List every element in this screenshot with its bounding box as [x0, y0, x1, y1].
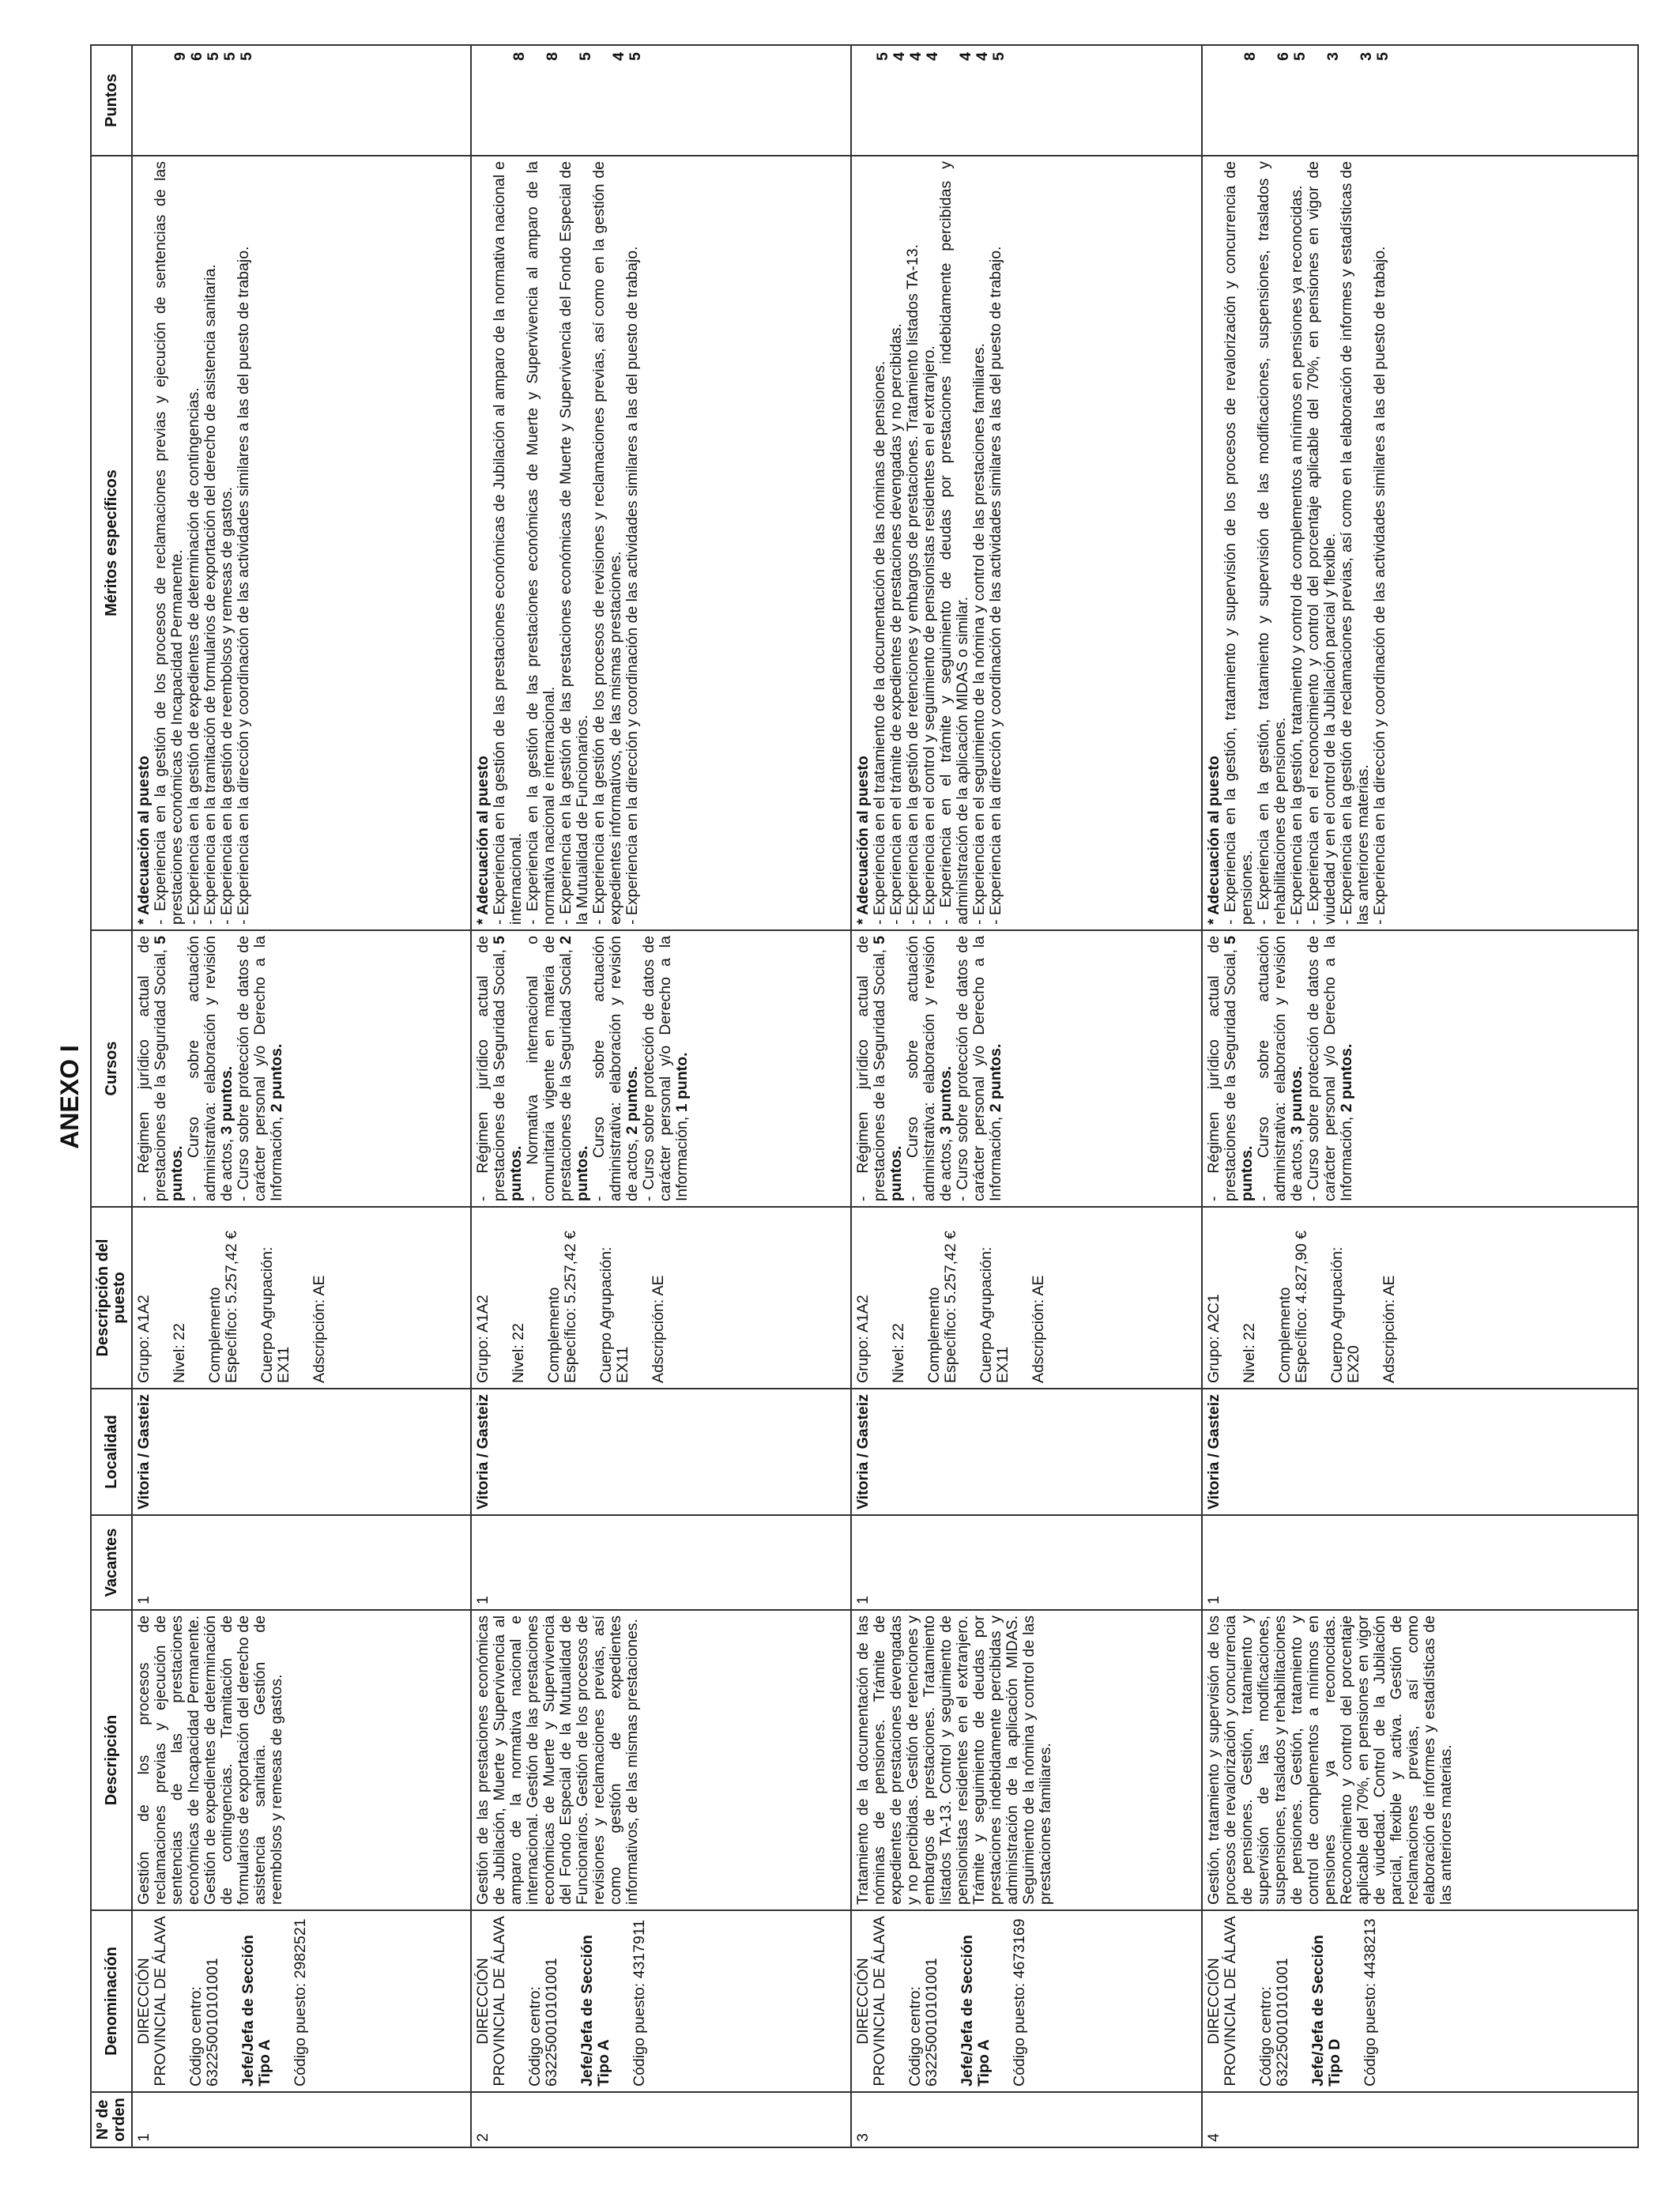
vacancies-cell: 1 [471, 1515, 850, 1610]
merit-points: 5 [221, 52, 239, 61]
vacancies-cell: 1 [851, 1515, 1203, 1610]
post-level: Nivel: 22 [171, 1323, 188, 1383]
post-adscription: Adscripción: AE [650, 1275, 668, 1383]
merit-item: - Experiencia en el tratamiento de la documentación de las nóminas de pensiones. [870, 360, 888, 925]
course-points: 5 puntos. [870, 936, 905, 1201]
post-adscription: Adscripción: AE [1381, 1275, 1399, 1383]
course-item [1305, 936, 1355, 1201]
post-description-cell [1202, 1207, 1638, 1389]
course-points: 3 puntos. [218, 1065, 235, 1135]
center-code: Código centro: 632250010101001 [187, 1958, 221, 2087]
post-code: Código puesto: 4438213 [1362, 1918, 1380, 2087]
post-corps: Cuerpo Agrupación: EX11 [597, 1246, 632, 1383]
merit-item: - Experiencia en la gestión de reclamaciones previas, así como en la elaboración de informes y estadísticas de las anteriores materias. [1338, 161, 1373, 925]
table-row [471, 45, 850, 2147]
center-code: Código centro: 632250010101001 [526, 1958, 561, 2087]
merit-item: - Experiencia en la gestión de las prestaciones económicas de Muerte y Supervivencia al amparo de la normativa nacional e internacional. [524, 161, 559, 925]
post-adscription: Adscripción: AE [1029, 1275, 1047, 1383]
table-row [132, 45, 471, 2147]
table-body [132, 45, 1638, 2147]
course-item [641, 936, 691, 1201]
course-points: 2 puntos. [1338, 1043, 1356, 1113]
post-group: Grupo: A1A2 [853, 1295, 872, 1383]
merit-item: - Experiencia en la tramitación de formularios de exportación del derecho de asistencia sanitaria. [202, 264, 219, 925]
merits-cell [1202, 156, 1638, 930]
locality-cell: Vitoria / Gasteiz [1202, 1389, 1638, 1515]
course-item [186, 936, 235, 1201]
course-text: - Régimen jurídico actual de prestaciones de la Seguridad Social, [1205, 936, 1240, 1201]
merit-points: 5 [1291, 52, 1309, 61]
course-text: - Régimen jurídico actual de prestaciones de la Seguridad Social, [474, 936, 509, 1201]
description-cell: Gestión de los procesos de reclamaciones previas y ejecución de sentencias de las prestaciones económicas de Incapacidad Permanente. Gestión de expedientes de determinación de contingencias. Tramitación de formularios de exportación del derecho de asistencia sanitaria. Gestión de reembolsos y remesas de gastos. [132, 1610, 471, 1910]
locality-cell: Vitoria / Gasteiz [132, 1389, 471, 1515]
header-description: Descripción [91, 1610, 132, 1910]
merit-points: 8 [544, 52, 562, 61]
merit-item: - Experiencia en la dirección y coordinación de las actividades similares a las del puesto de trabajo. [986, 246, 1004, 925]
header-row [91, 45, 132, 2147]
merit-item: - Experiencia en la dirección y coordinación de las actividades similares a las del puesto de trabajo. [235, 246, 252, 925]
denomination-unit: DIRECCIÓN PROVINCIAL DE ÁLAVA [853, 1916, 888, 2087]
merit-points: 4 [890, 52, 908, 61]
table-row [851, 45, 1203, 2147]
merits-heading: * Adecuación al puesto [474, 756, 492, 925]
post-group: Grupo: A1A2 [135, 1295, 153, 1383]
post-description-cell [132, 1207, 471, 1389]
merit-item: - Experiencia en la gestión de reembolsos y remesas de gastos. [218, 487, 235, 925]
posts-table [90, 44, 1639, 2148]
merit-item: - Experiencia en la dirección y coordinación de las actividades similares a las del puesto de trabajo. [623, 246, 642, 925]
post-complement: Complemento Específico: 4.827,90 € [1276, 1231, 1311, 1383]
merit-points: 5 [989, 52, 1008, 61]
points-cell [471, 45, 850, 156]
merit-points: 8 [1241, 52, 1260, 61]
merit-points: 5 [627, 52, 645, 61]
post-complement: Complemento Específico: 5.257,42 € [545, 1231, 580, 1383]
merit-item: - Experiencia en el trámite y seguimiento de deudas por prestaciones indebidamente percibidas y administración de la aplicación MIDAS o similar. [936, 161, 971, 925]
courses-cell [1202, 930, 1638, 1207]
merit-item: - Experiencia en la gestión de expedientes de determinación de contingencias. [185, 387, 202, 925]
merit-points: 9 [171, 52, 189, 61]
merit-item: - Experiencia en la gestión de los procesos de reclamaciones previas y ejecución de sentencias de las prestaciones económicas de Incapacidad Permanente. [152, 161, 186, 925]
merit-points: 5 [1374, 52, 1392, 61]
merit-points: 6 [1275, 52, 1293, 61]
course-text: - Curso sobre protección de datos de carácter personal y/o Derecho a la Información, [953, 936, 1004, 1201]
post-level: Nivel: 22 [510, 1323, 528, 1383]
locality-cell: Vitoria / Gasteiz [471, 1389, 850, 1515]
post-title: Jefe/Jefa de Sección Tipo A [578, 1935, 613, 2087]
course-item [905, 936, 955, 1201]
merits-cell [132, 156, 471, 930]
post-level: Nivel: 22 [1241, 1323, 1259, 1383]
course-points: 2 puntos. [623, 1065, 642, 1135]
order-cell: 4 [1202, 2092, 1638, 2147]
post-title: Jefe/Jefa de Sección Tipo A [958, 1935, 993, 2087]
merit-item: - Experiencia en la gestión de retenciones y embargos de prestaciones. Tratamiento listados TA-13. [903, 244, 921, 925]
course-text: - Curso sobre protección de datos de carácter personal y/o Derecho a la Información, [235, 936, 285, 1201]
description-cell: Tratamiento de la documentación de las nóminas de pensiones. Trámite de expedientes de prestaciones devengadas y no percibidas. Gestión de retenciones y embargos de prestaciones. Tratamiento listados TA-13. Control y seguimiento de pensionistas residentes en el extranjero. Trámite y seguimiento de deudas por prestaciones indebidamente percibidas y administración de la aplicación MIDAS. Seguimiento de la nómina y control de las prestaciones familiares. [851, 1610, 1203, 1910]
denomination-cell [471, 1910, 850, 2092]
course-points: 1 punto. [673, 1052, 691, 1113]
vacancies-cell: 1 [1202, 1515, 1638, 1610]
course-points: 3 puntos. [1288, 1065, 1306, 1135]
course-item [1206, 936, 1256, 1201]
description-cell: Gestión de las prestaciones económicas de Jubilación, Muerte y Supervivencia al amparo de la normativa nacional e internacional. Gestión de las prestaciones económicas de Muerte y Supervivencia del Fondo Especial de la Mutualidad de Funcionarios. Gestión de los procesos de revisiones y reclamaciones previas, así como gestión de expedientes informativos, de las mismas prestaciones. [471, 1610, 850, 1910]
courses-cell [471, 930, 850, 1207]
header-locality: Localidad [91, 1389, 132, 1515]
post-adscription: Adscripción: AE [311, 1275, 328, 1383]
merit-points: 5 [205, 52, 222, 61]
course-item [235, 936, 285, 1201]
description-cell: Gestión, tratamiento y supervisión de los procesos de revalorización y concurrencia de pensiones. Gestión, tratamiento y supervisión de las modificaciones, suspensiones, traslados y rehabilitaciones de pensiones. Gestión, tratamiento y control de complementos a mínimos en pensiones ya reconocidas. Reconocimiento y control del porcentaje aplicable del 70%, en pensiones en vigor de viudedad. Control de la Jubilación parcial, flexible y activa. Gestión de reclamaciones previas, así como elaboración de informes y estadísticas de las anteriores materias. [1202, 1610, 1638, 1910]
denomination-unit: DIRECCIÓN PROVINCIAL DE ÁLAVA [1205, 1916, 1240, 2087]
post-corps: Cuerpo Agrupación: EX11 [258, 1246, 292, 1383]
merit-item: - Experiencia en la gestión, tratamiento y supervisión de los procesos de revalorización y concurrencia de pensiones. [1222, 161, 1256, 925]
merit-item: - Experiencia en el control y seguimiento de pensionistas residentes en el extranjero. [920, 345, 938, 925]
course-points: 3 puntos. [936, 1065, 955, 1135]
merit-item: - Experiencia en la dirección y coordinación de las actividades similares a las del puesto de trabajo. [1371, 246, 1389, 925]
post-code: Código puesto: 4317911 [631, 1919, 649, 2087]
merit-points: 4 [610, 52, 628, 61]
merit-points: 4 [906, 52, 925, 61]
course-item [1256, 936, 1305, 1201]
course-item [475, 936, 525, 1201]
locality-cell: Vitoria / Gasteiz [851, 1389, 1203, 1515]
post-code: Código puesto: 4673169 [1010, 1918, 1028, 2087]
denomination-unit: DIRECCIÓN PROVINCIAL DE ÁLAVA [135, 1916, 169, 2087]
course-text: - Curso sobre protección de datos de carácter personal y/o Derecho a la Información, [1305, 936, 1356, 1201]
post-group: Grupo: A2C1 [1205, 1294, 1223, 1383]
post-description-cell [851, 1207, 1203, 1389]
merit-item: - Experiencia en la gestión de los procesos de revisiones y reclamaciones previas, así como en la gestión de expedientes informativos, de las mismas prestaciones. [590, 161, 625, 925]
merits-heading: * Adecuación al puesto [135, 756, 153, 925]
header-points: Puntos [91, 45, 132, 156]
merit-item: - Experiencia en el trámite de expedientes de prestaciones devengadas y no percibidas. [887, 323, 905, 925]
course-text: - Régimen jurídico actual de prestaciones de la Seguridad Social, [135, 936, 169, 1201]
course-points: 5 puntos. [152, 936, 186, 1201]
post-code: Código puesto: 2982521 [292, 1918, 309, 2087]
merit-points: 5 [873, 52, 891, 61]
order-cell: 3 [851, 2092, 1203, 2147]
post-level: Nivel: 22 [889, 1323, 907, 1383]
course-text: - Curso sobre actuación administrativa: elaboración y revisión de actos, [903, 936, 955, 1201]
course-item [136, 936, 186, 1201]
points-cell [1202, 45, 1638, 156]
course-text: - Curso sobre actuación administrativa: elaboración y revisión de actos, [590, 936, 642, 1201]
post-title: Jefe/Jefa de Sección Tipo D [1309, 1935, 1344, 2087]
merit-points: 4 [956, 52, 974, 61]
header-order: Nº de orden [91, 2092, 132, 2147]
course-points: 5 puntos. [491, 936, 525, 1201]
vacancies-cell: 1 [132, 1515, 471, 1610]
merit-points: 4 [973, 52, 991, 61]
course-text: - Normativa internacional o comunitaria vigente en materia de prestaciones de la Seguridad Social, [524, 936, 575, 1201]
post-complement: Complemento Específico: 5.257,42 € [925, 1231, 959, 1383]
course-item [591, 936, 641, 1201]
merit-points: 5 [238, 52, 255, 61]
merit-points: 8 [510, 52, 529, 61]
merits-heading: * Adecuación al puesto [853, 756, 872, 925]
merit-item: - Experiencia en el seguimiento de la nómina y control de las prestaciones familiares. [970, 343, 988, 925]
course-text: - Curso sobre actuación administrativa: elaboración y revisión de actos, [185, 936, 235, 1201]
post-title: Jefe/Jefa de Sección Tipo A [239, 1935, 273, 2087]
course-text: - Curso sobre actuación administrativa: elaboración y revisión de actos, [1255, 936, 1306, 1201]
denomination-cell [1202, 1910, 1638, 2092]
merit-item: - Experiencia en la gestión de las prestaciones económicas de Muerte y Supervivencia del Fondo Especial de la Mutualidad de Funcionarios. [557, 161, 592, 925]
table-row [1202, 45, 1638, 2147]
center-code: Código centro: 632250010101001 [906, 1958, 940, 2087]
order-cell: 2 [471, 2092, 850, 2147]
merit-points: 3 [1358, 52, 1376, 61]
course-points: 2 puntos. [986, 1043, 1004, 1113]
course-item [855, 936, 905, 1201]
merits-heading: * Adecuación al puesto [1205, 756, 1223, 925]
denomination-cell [851, 1910, 1203, 2092]
merit-points: 5 [577, 52, 595, 61]
course-points: 5 puntos. [1222, 936, 1256, 1201]
points-cell [132, 45, 471, 156]
merits-cell [851, 156, 1203, 930]
document-title: ANEXO I [55, 1045, 84, 1149]
merit-item: - Experiencia en la gestión de las prestaciones económicas de Jubilación al amparo de la normativa nacional e internacional. [491, 161, 525, 925]
denomination-unit: DIRECCIÓN PROVINCIAL DE ÁLAVA [474, 1916, 509, 2087]
merit-points: 4 [923, 52, 941, 61]
merit-item: - Experiencia en la gestión, tratamiento y control de complementos a mínimos en pensiones ya reconocidas. [1288, 185, 1306, 925]
post-description-cell [471, 1207, 850, 1389]
order-cell: 1 [132, 2092, 471, 2147]
points-cell [851, 45, 1203, 156]
denomination-cell [132, 1910, 471, 2092]
post-group: Grupo: A1A2 [474, 1295, 492, 1383]
course-points: 2 puntos. [268, 1043, 285, 1113]
course-item [525, 936, 591, 1201]
center-code: Código centro: 632250010101001 [1257, 1958, 1292, 2087]
merit-points: 3 [1324, 52, 1343, 61]
header-denomination: Denominación [91, 1910, 132, 2092]
header-post-description: Descripción del puesto [91, 1207, 132, 1389]
courses-cell [132, 930, 471, 1207]
header-courses: Cursos [91, 930, 132, 1207]
merits-cell [471, 156, 850, 930]
header-merits: Méritos específicos [91, 156, 132, 930]
header-vacancies: Vacantes [91, 1515, 132, 1610]
merit-item: - Experiencia en el reconocimiento y control del porcentaje aplicable del 70%, en pensiones en vigor de viudedad y en el control de la Jubilación parcial y flexible. [1305, 161, 1339, 925]
course-text: - Curso sobre protección de datos de carácter personal y/o Derecho a la Información, [640, 936, 691, 1201]
merit-item: - Experiencia en la gestión, tratamiento y supervisión de las modificaciones, suspensiones, traslados y rehabilitaciones de pensiones. [1255, 161, 1290, 925]
annex-page [55, 30, 1652, 2164]
course-points: 2 puntos. [557, 936, 592, 1201]
post-corps: Cuerpo Agrupación: EX20 [1328, 1246, 1363, 1383]
courses-cell [851, 930, 1203, 1207]
post-corps: Cuerpo Agrupación: EX11 [977, 1246, 1011, 1383]
merit-points: 6 [188, 52, 205, 61]
course-text: - Régimen jurídico actual de prestaciones de la Seguridad Social, [853, 936, 888, 1201]
post-complement: Complemento Específico: 5.257,42 € [206, 1231, 240, 1383]
course-item [955, 936, 1004, 1201]
